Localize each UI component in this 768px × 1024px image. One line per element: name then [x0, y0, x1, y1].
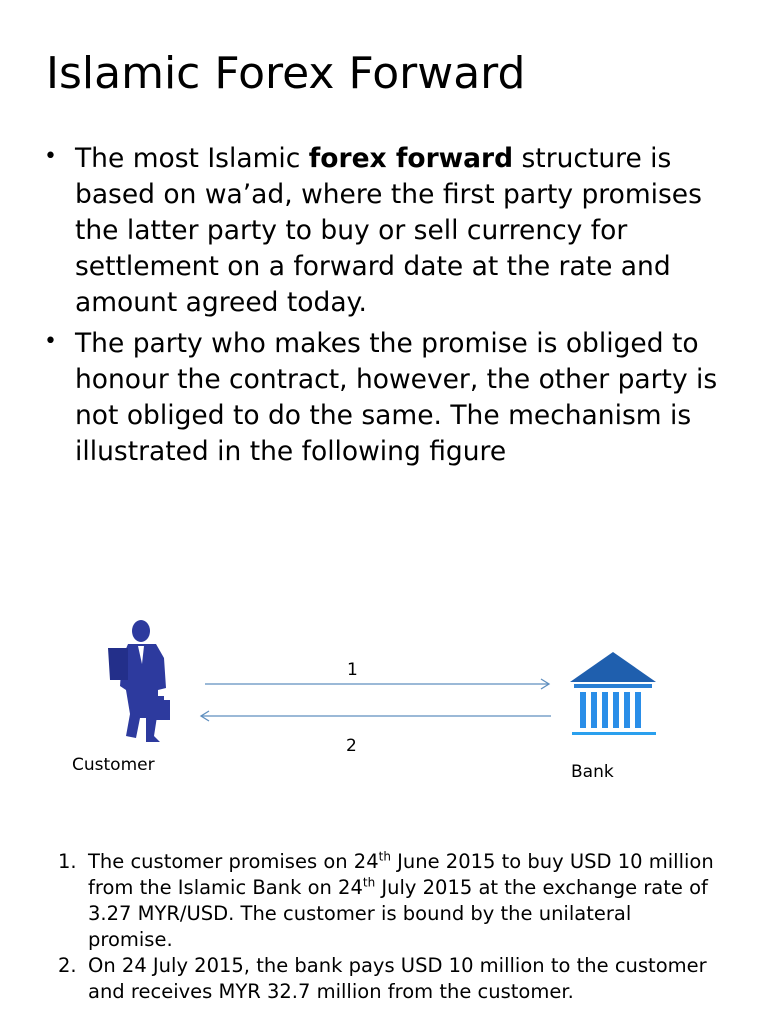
- step-number: 1.: [58, 850, 77, 873]
- bullet-item: [44, 326, 744, 470]
- step-superscript: th: [362, 875, 376, 890]
- slide-title: Islamic Forex Forward: [46, 48, 526, 99]
- arrow-label-2: 2: [346, 736, 357, 756]
- steps-list: [58, 849, 718, 1005]
- businessman-icon: [100, 618, 180, 746]
- step-number: 2.: [58, 954, 77, 977]
- bullet-item: [44, 141, 744, 321]
- bank-label: Bank: [571, 762, 614, 782]
- step-text: The customer promises on 24: [88, 850, 379, 873]
- bullet-list: [44, 141, 744, 475]
- bullet-text: structure is based on wa’ad, where the first party promises the latter party to buy or sell currency for settlement on a forward date at the rate and amount agreed today.: [75, 143, 702, 318]
- step-item: [58, 953, 718, 1005]
- mechanism-figure: [0, 600, 768, 800]
- flow-arrows: [195, 672, 560, 728]
- bullet-bold-text: forex forward: [308, 143, 514, 174]
- bullet-text: The most Islamic: [75, 143, 309, 174]
- step-superscript: th: [378, 849, 391, 864]
- bank-building-icon: [570, 650, 660, 740]
- step-text: July 2015 at the exchange rate of 3.27 MYR/USD. The customer is bound by the unilateral promise.: [88, 876, 708, 951]
- step-item: [58, 849, 718, 953]
- customer-label: Customer: [72, 755, 155, 775]
- bullet-text: The party who makes the promise is obliged to honour the contract, however, the other party is not obliged to do the same. The mechanism is illustrated in the following figure: [75, 328, 718, 467]
- bullet-marker: •: [44, 144, 57, 169]
- step-text: On 24 July 2015, the bank pays USD 10 million to the customer and receives MYR 32.7 million from the customer.: [88, 954, 707, 1003]
- step-text: June 2015 to buy USD 10 million from the Islamic Bank on 24: [88, 850, 714, 899]
- arrow-label-1: 1: [347, 660, 358, 680]
- bullet-marker: •: [44, 329, 57, 354]
